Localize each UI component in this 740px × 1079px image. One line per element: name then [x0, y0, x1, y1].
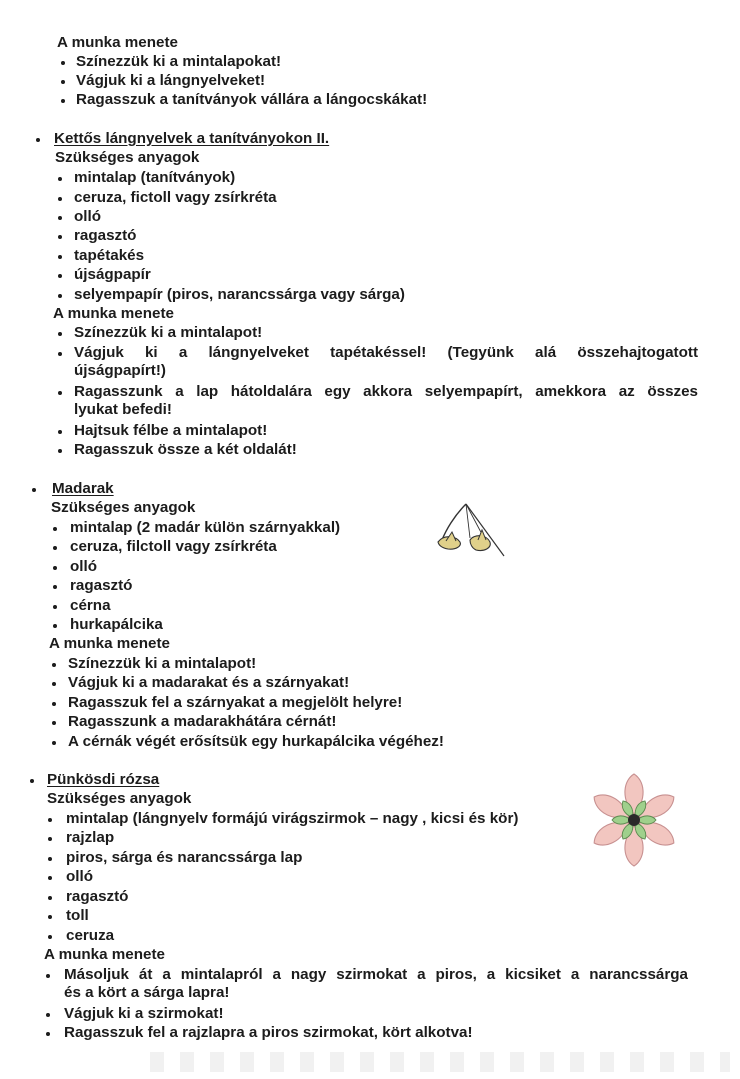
- material-item: ceruza, fictoll vagy zsírkréta: [74, 189, 277, 206]
- material-item: ceruza, filctoll vagy zsírkréta: [70, 538, 277, 555]
- material-item: hurkapálcika: [70, 616, 163, 633]
- bullet: [58, 430, 62, 434]
- section-bullet: [32, 488, 36, 492]
- bullet: [58, 216, 62, 220]
- material-item: rajzlap: [66, 829, 115, 846]
- process-step: Vágjuk ki a madarakat és a szárnyakat!: [68, 674, 350, 691]
- materials-heading: Szükséges anyagok: [47, 790, 192, 807]
- intro-heading: A munka menete: [57, 34, 178, 51]
- bullet: [48, 857, 52, 861]
- material-item: tapétakés: [74, 247, 145, 264]
- process-step: Ragasszunk a madarakhátára cérnát!: [68, 713, 337, 730]
- bullet: [58, 197, 62, 201]
- bullet: [61, 61, 65, 65]
- bullet: [61, 99, 65, 103]
- bullet: [52, 741, 56, 745]
- process-step-multiline: [74, 383, 698, 419]
- material-item: olló: [74, 208, 101, 225]
- process-step-line: lyukat befedi!: [74, 401, 172, 418]
- bullet: [53, 605, 57, 609]
- material-item: selyempapír (piros, narancssárga vagy sárga): [74, 286, 405, 303]
- material-item: mintalap (lángnyelv formájú virágszirmok – nagy , kicsi és kör): [66, 810, 519, 827]
- bullet: [52, 682, 56, 686]
- intro-step: Ragasszuk a tanítványok vállára a lángocskákat!: [76, 91, 428, 108]
- bullet: [58, 352, 62, 356]
- mobile-stick: [442, 504, 466, 540]
- bullet: [58, 449, 62, 453]
- process-step: Ragasszuk fel a rajzlapra a piros szirmokat, kört alkotva!: [64, 1024, 473, 1041]
- flower-illustration: [586, 770, 688, 870]
- material-item: olló: [70, 558, 97, 575]
- material-item: olló: [66, 868, 93, 885]
- bullet: [52, 721, 56, 725]
- bullet: [58, 391, 62, 395]
- bullet: [58, 274, 62, 278]
- process-step: Színezzük ki a mintalapot!: [68, 655, 257, 672]
- bullet: [48, 818, 52, 822]
- process-step: Ragasszuk össze a két oldalát!: [74, 441, 297, 458]
- material-item: cérna: [70, 597, 111, 614]
- scan-noise: [150, 1052, 730, 1072]
- bullet: [53, 585, 57, 589]
- material-item: mintalap (2 madár külön szárnyakkal): [70, 519, 341, 536]
- section-bullet: [36, 138, 40, 142]
- section-title-punkosdi-rozsa: Pünkösdi rózsa: [47, 771, 160, 788]
- material-item: piros, sárga és narancssárga lap: [66, 849, 303, 866]
- section-title-madarak: Madarak: [52, 480, 114, 497]
- flower-center-icon: [628, 814, 640, 826]
- process-step-line: és a kört a sárga lapra!: [64, 984, 230, 1001]
- bullet: [53, 566, 57, 570]
- section-bullet: [30, 779, 34, 783]
- bullet: [58, 332, 62, 336]
- material-item: ceruza: [66, 927, 115, 944]
- bird-mobile-illustration: [432, 500, 510, 562]
- bullet: [53, 624, 57, 628]
- process-step-multiline: [74, 344, 698, 380]
- process-step: Színezzük ki a mintalapot!: [74, 324, 263, 341]
- bullet: [48, 896, 52, 900]
- material-item: újságpapír: [74, 266, 151, 283]
- process-step: Ragasszuk fel a szárnyakat a megjelölt helyre!: [68, 694, 403, 711]
- process-step-line: Vágjuk ki a lángnyelveket tapétakéssel! (Tegyünk alá összehajtogatott: [74, 344, 698, 361]
- bullet: [46, 1013, 50, 1017]
- bullet: [46, 1032, 50, 1036]
- material-item: toll: [66, 907, 89, 924]
- process-step-multiline: [64, 966, 688, 1002]
- bullet: [58, 255, 62, 259]
- bullet: [48, 837, 52, 841]
- process-step-line: újságpapírt!): [74, 362, 166, 379]
- process-step-line: Ragasszunk a lap hátoldalára egy akkora selyempapírt, amekkora az összes: [74, 383, 698, 400]
- bullet: [61, 80, 65, 84]
- bullet: [48, 876, 52, 880]
- materials-heading: Szükséges anyagok: [55, 149, 200, 166]
- process-step: Vágjuk ki a szirmokat!: [64, 1005, 224, 1022]
- process-heading: A munka menete: [53, 305, 174, 322]
- process-step-line: Másoljuk át a mintalapról a nagy szirmokat a piros, a kicsiket a narancssárga: [64, 966, 688, 983]
- material-item: ragasztó: [70, 577, 133, 594]
- bullet: [53, 546, 57, 550]
- material-item: ragasztó: [66, 888, 129, 905]
- material-item: ragasztó: [74, 227, 137, 244]
- process-step: A cérnák végét erősítsük egy hurkapálcika végéhez!: [68, 733, 444, 750]
- material-item: mintalap (tanítványok): [74, 169, 236, 186]
- process-heading: A munka menete: [44, 946, 165, 963]
- intro-step: Színezzük ki a mintalapokat!: [76, 53, 282, 70]
- bullet: [48, 915, 52, 919]
- process-step: Hajtsuk félbe a mintalapot!: [74, 422, 268, 439]
- bullet: [58, 235, 62, 239]
- bullet: [58, 177, 62, 181]
- bullet: [46, 974, 50, 978]
- section-title-kettos: Kettős lángnyelvek a tanítványokon II.: [54, 130, 330, 147]
- bullet: [53, 527, 57, 531]
- intro-step: Vágjuk ki a lángnyelveket!: [76, 72, 266, 89]
- bird-wing-icon: [478, 530, 486, 540]
- bullet: [58, 294, 62, 298]
- bullet: [52, 663, 56, 667]
- process-heading: A munka menete: [49, 635, 170, 652]
- materials-heading: Szükséges anyagok: [51, 499, 196, 516]
- bullet: [48, 935, 52, 939]
- bullet: [52, 702, 56, 706]
